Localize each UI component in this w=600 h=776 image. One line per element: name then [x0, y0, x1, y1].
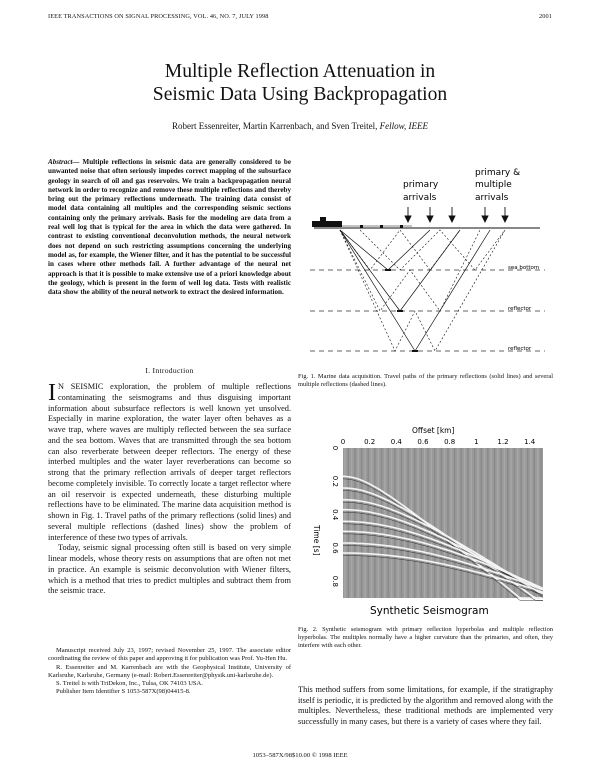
y-tick-label: 0.4 — [331, 509, 339, 521]
y-tick-labels — [331, 446, 339, 587]
x-tick-label: 0.6 — [417, 438, 429, 446]
y-tick-label: 0.8 — [331, 575, 339, 587]
x-tick-label: 1.2 — [497, 438, 509, 446]
label-primary-line2: arrivals — [403, 193, 437, 203]
arrival-arrows — [405, 207, 508, 222]
title-line-1: Multiple Reflection Attenuation in — [164, 61, 436, 82]
x-tick-label: 1 — [474, 438, 479, 446]
footnote-pii: Publisher Item Identifier S 1053-587X(98)04415-8. — [56, 688, 191, 696]
footnote-affiliation-2: S. Treitel is with TriDekon, Inc., Tulsa, OK 74103 USA. — [56, 680, 203, 688]
label-reflector-2: reflector — [508, 346, 532, 352]
x-tick-label: 0.8 — [444, 438, 456, 446]
y-tick-label: 0.6 — [331, 542, 339, 554]
label-multiple-line2: multiple — [475, 180, 512, 190]
x-tick-label: 0.2 — [364, 438, 376, 446]
x-tick-labels — [341, 438, 536, 446]
ship-icon — [312, 217, 342, 227]
label-sea-bottom: sea bottom — [508, 265, 540, 271]
y-axis-title: Time [s] — [312, 525, 321, 556]
x-tick-label: 0.4 — [390, 438, 402, 446]
y-tick-label: 0.2 — [331, 475, 339, 487]
abstract-text: Multiple reflections in seismic data are generally considered to be unwanted noise that often seriously impedes correct mapping of the subsurface geology in search of oil and gas reservoirs. We train a backpropagation neural network in order to recognize and remove these multiple reflections and thereby bring out the primary reflections underneath. The training data consist of model data containing all multiples and the corresponding seismic sections containing only the primary arrivals. Basis for the modeling are data from a real well log that is typical for the area in which the data were gathered. In contrast to existing conventional deconvolution methods, the neural network does not depend on such restricting assumptions concerning the underlying model as, for example, the Wiener filter, and it has the potential to be successful in cases where other methods fail. A further advantage of the neural net approach is that it is possible to make extensive use of a priori knowledge about the geology, which is present in the form of well log data. Tests with realistic data show the ability of the neural network to extract the desired information. — [48, 158, 291, 297]
x-tick-label: 1.4 — [524, 438, 536, 446]
footnote-received: Manuscript received July 23, 1997; revised November 25, 1997. The associate editor coordinating the review of this paper and approving it for publication was Prof. Yu-Hen Hu. — [48, 647, 291, 663]
abstract-label: Abstract— — [48, 158, 80, 166]
intro-paragraph-2: Today, seismic signal processing often still is based on very simple linear models, whose theory rests on assumptions that are often not met in practice. An example is seismic deconvolution with Wiener filters, which is a method that tries to predict multiples and subtract them from the seismic trace. — [48, 543, 291, 596]
label-primary-line1: primary — [403, 180, 439, 190]
abstract — [48, 158, 291, 297]
author-grade: Fellow, IEEE — [379, 121, 428, 131]
introduction — [48, 382, 291, 597]
x-tick-label: 0 — [340, 438, 346, 446]
page-number: 2001 — [539, 13, 552, 20]
section-heading: I. Introduction — [145, 366, 194, 375]
y-tick-label: 0 — [331, 445, 339, 451]
intro-paragraph-1: N SEISMIC exploration, the problem of multiple reflections contaminating the seismograms and thus disguising important information about subsurface reflectors is well known yet unsolved. Especially in marine exploration, the water layer often behaves as a wave trap, where waves are multiply reflected between the sea surface and the sea bottom. Waves that are transmitted through the sea bottom can also reverberate between deeper reflectors. The energy of these interbed multiples and the water layer reverberations can become so strong that the primary reflection arrivals of deeper target reflectors become completely invisible. To correctly locate a target reflector where an oil reservoir is expected underneath, these disturbing multiple reflections have to be eliminated. The marine data acquisition method is shown in Fig. 1. Travel paths of the primary reflections (solid lines) and several multiple reflections (dashed lines) show the problem of interference of these two types of arrivals. — [48, 382, 291, 542]
authors — [0, 121, 600, 131]
figure-2-seismogram — [300, 423, 553, 618]
title-line-2: Seismic Data Using Backpropagation — [152, 84, 448, 105]
paper-title — [0, 60, 600, 106]
figure-1-diagram — [300, 158, 555, 373]
body-paragraph-right: This method suffers from some limitations, for example, if the stratigraphy itself is periodic, it is predicted by the algorithm and removed along with the multiples. Nevertheless, these traditional methods are implemented very successfully in many cases, but there is a variety of cases where they fail. — [298, 685, 553, 726]
drop-cap: I — [48, 380, 56, 406]
plot-title: Synthetic Seismogram — [370, 605, 489, 617]
label-reflector-1: reflector — [508, 306, 532, 312]
x-axis-title: Offset [km] — [412, 426, 455, 435]
running-header: IEEE TRANSACTIONS ON SIGNAL PROCESSING, VOL. 46, NO. 7, JULY 1998 — [48, 13, 269, 20]
label-multiple-line1: primary & — [475, 168, 521, 178]
multiple-ray-paths — [340, 230, 505, 351]
footnotes — [48, 647, 291, 697]
author-names: Robert Essenreiter, Martin Karrenbach, and Sven Treitel, — [172, 121, 378, 131]
copyright-footer: 1053–587X/98$10.00 © 1998 IEEE — [252, 752, 348, 759]
footnote-affiliation-1: R. Essenreiter and M. Karrenbach are with the Geophysical Institute, University of Karlsruhe, Karlsruhe, Germany (e-mail: Robert.Essenreiter@physik.uni-karlsruhe.de). — [48, 663, 291, 679]
label-multiple-line3: arrivals — [475, 193, 509, 203]
primary-ray-paths — [340, 230, 490, 351]
figure-2-caption: Fig. 2. Synthetic seismogram with primary reflection hyperbolas and multiple reflection hyperbolas. The multiples normally have a higher curvature than the primaries, and often, they interfere with each other. — [298, 626, 553, 650]
figure-1-caption: Fig. 1. Marine data acquisition. Travel paths of the primary reflections (solid lines) and several multiple reflections (dashed lines). — [298, 373, 553, 389]
